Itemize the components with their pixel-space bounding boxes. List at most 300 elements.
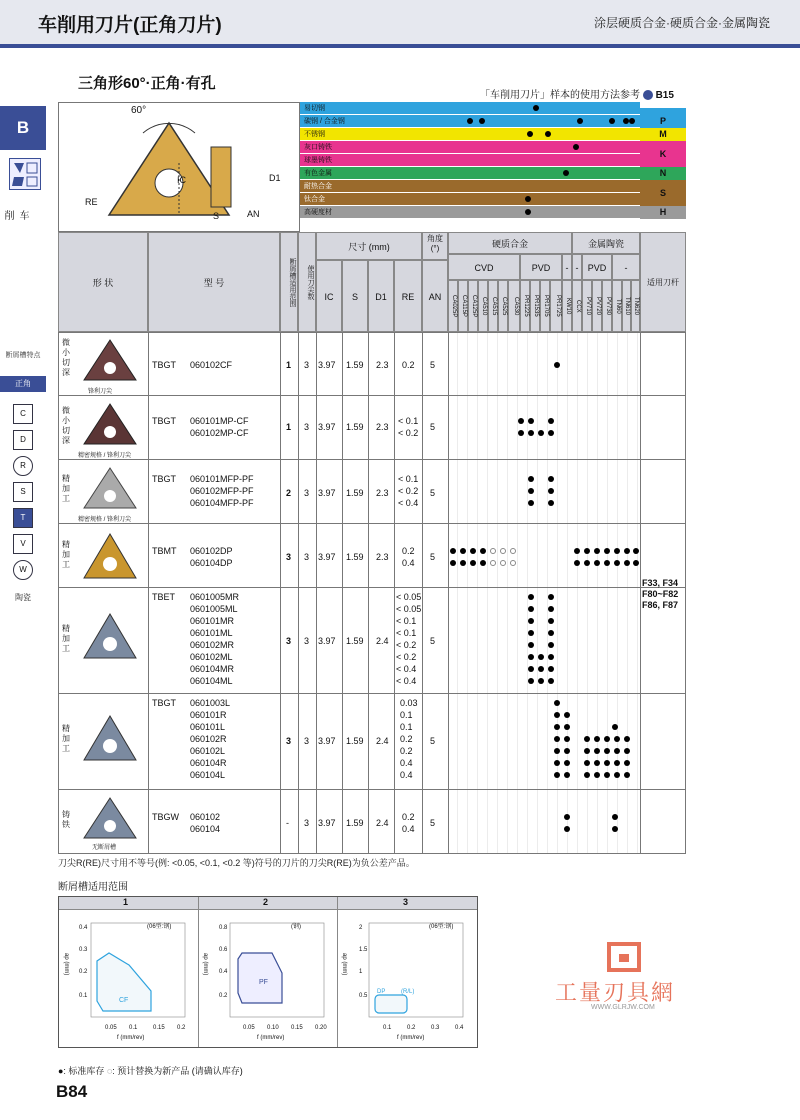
stock-dot [633, 548, 639, 554]
panel-num: 1 [123, 897, 129, 907]
range: 3 [286, 636, 292, 646]
range: 3 [286, 552, 292, 562]
stock-dot [614, 772, 620, 778]
stock-dot [574, 548, 580, 554]
model[interactable]: 060104 [190, 824, 221, 834]
header-d1: D1 [368, 260, 394, 332]
insert-image [80, 464, 140, 512]
xtick: 0.4 [455, 1025, 464, 1031]
menu-positive[interactable]: 正角 [0, 376, 46, 392]
ytick: 0.2 [219, 993, 228, 999]
menu-v[interactable]: V [13, 534, 33, 554]
stock-dot [538, 654, 544, 660]
material-code-m: M [640, 128, 686, 141]
model[interactable]: 0601005ML [190, 604, 238, 614]
model[interactable]: 060104ML [190, 676, 233, 686]
s: 1.59 [346, 360, 364, 370]
reference-text: 「车削用刀片」样本的使用方法参考 B15 [480, 90, 674, 101]
header-carbide: 硬质合金 [448, 232, 572, 254]
re: < 0.2 [396, 652, 417, 662]
xlabel: f (mm/rev) [397, 1035, 425, 1041]
section-title: 三角形60°·正角·有孔 [78, 75, 216, 92]
stock-dot [564, 826, 570, 832]
ic: 3.97 [318, 360, 336, 370]
table-row [58, 588, 686, 694]
header-s: S [342, 260, 368, 332]
stock-dot [612, 814, 618, 820]
series: TBMT [152, 546, 177, 556]
model[interactable]: 060101L [190, 722, 226, 732]
grade-header: CA525 [498, 280, 508, 332]
material-code-h: H [640, 206, 686, 219]
stock-dot [612, 724, 618, 730]
header-dash-carbide: - [562, 254, 572, 280]
model[interactable]: 060101MFP-PF [190, 474, 254, 484]
re: < 0.05 [396, 592, 422, 602]
range-divider [337, 897, 338, 1047]
xtick: 0.15 [153, 1025, 165, 1031]
stock-dot [554, 760, 560, 766]
stock-dot [564, 724, 570, 730]
page-title: 车削用刀片(正角刀片) [38, 15, 222, 36]
xtick: 0.05 [105, 1025, 117, 1031]
re-label: RE [85, 197, 98, 207]
edges: 3 [304, 360, 310, 370]
panel-num: 3 [403, 897, 409, 907]
xtick: 0.1 [129, 1025, 138, 1031]
stock-dot [564, 712, 570, 718]
stock-dot [528, 666, 534, 672]
stock-dot [584, 772, 590, 778]
an: 5 [430, 422, 436, 432]
watermark-icon [605, 940, 645, 974]
an: 5 [430, 636, 436, 646]
stock-dot [624, 548, 630, 554]
model[interactable]: 060102CF [190, 360, 233, 370]
d1-label: D1 [269, 173, 281, 183]
shape-note: 无断屑槽 [92, 845, 117, 851]
re: 0.1 [400, 710, 413, 720]
model[interactable]: 060102ML [190, 652, 233, 662]
re: 0.4 [402, 558, 415, 568]
watermark-logo [555, 940, 715, 1030]
xtick: 0.2 [407, 1025, 416, 1031]
model[interactable]: 060101MR [190, 616, 235, 626]
stock-dot [548, 430, 554, 436]
header-cvd-carbide: CVD [448, 254, 520, 280]
stock-dot [584, 760, 590, 766]
stock-dot [564, 736, 570, 742]
series: TBGT [152, 416, 176, 426]
an: 5 [430, 552, 436, 562]
stock-dot [528, 488, 534, 494]
material-code-k: K [640, 141, 686, 167]
model[interactable]: 060101R [190, 710, 227, 720]
re: < 0.05 [396, 604, 422, 614]
stock-dot [528, 642, 534, 648]
stock-dot [614, 548, 620, 554]
stock-dot [548, 606, 554, 612]
grade-header: PV710 [582, 280, 592, 332]
footnote: 刀尖R(RE)尺寸用不等号(例: <0.05, <0.1, <0.2 等)符号的刀片的刀尖R(RE)为负公差产品。 [58, 858, 415, 868]
table-row [58, 332, 686, 396]
model[interactable]: 060104R [190, 758, 227, 768]
re: 0.2 [402, 360, 415, 370]
stock-dot [548, 630, 554, 636]
model[interactable]: 060101MP-CF [190, 416, 249, 426]
range: 1 [286, 360, 292, 370]
ic: 3.97 [318, 736, 336, 746]
grade-header: CA025P [448, 280, 458, 332]
model[interactable]: 060102MP-CF [190, 428, 249, 438]
model[interactable]: 060104DP [190, 558, 233, 568]
re: < 0.2 [398, 428, 419, 438]
arrow-icon [643, 90, 653, 100]
stock-dot [528, 654, 534, 660]
chip-range-box [58, 896, 478, 1048]
panel-note: (06型:钢) [429, 924, 454, 930]
xtick: 0.20 [315, 1025, 327, 1031]
xtick: 0.1 [383, 1025, 392, 1031]
header-holder: 适用刀杆 [640, 232, 686, 332]
stock-dot [554, 724, 560, 730]
chip-range-title: 断屑槽适用范围 [58, 882, 128, 893]
menu-s[interactable]: S [13, 482, 33, 502]
re: < 0.2 [398, 486, 419, 496]
insert-image [80, 712, 140, 764]
an: 5 [430, 488, 436, 498]
edges: 3 [304, 488, 310, 498]
series: TBGT [152, 698, 176, 708]
model[interactable]: 060102MFP-PF [190, 486, 254, 496]
ytick: 0.3 [79, 947, 88, 953]
re: 0.4 [400, 758, 413, 768]
stock-dot [612, 826, 618, 832]
material-code-n: N [640, 167, 686, 180]
stock-dot [604, 748, 610, 754]
ytick: 1.5 [359, 947, 368, 953]
xtick: 0.2 [177, 1025, 186, 1031]
row-tag: 微小切深 [62, 338, 70, 377]
header-shape: 形 状 [58, 232, 148, 332]
insert-diagram [58, 102, 300, 232]
stock-dot [460, 560, 466, 566]
model[interactable]: 060101ML [190, 628, 233, 638]
insert-image [80, 336, 140, 384]
ic: 3.97 [318, 488, 336, 498]
stock-dot [614, 560, 620, 566]
series: TBGT [152, 474, 176, 484]
grade-header: CA510 [478, 280, 488, 332]
page-number: B84 [56, 1082, 88, 1101]
model[interactable]: 0601003L [190, 698, 231, 708]
stock-dot [450, 560, 456, 566]
xtick: 0.15 [291, 1025, 303, 1031]
stock-dot [528, 430, 534, 436]
region-label-2: (R/L) [401, 989, 415, 995]
grade-header: TN620 [631, 280, 640, 332]
ytick: 2 [359, 925, 363, 931]
range: - [286, 818, 289, 828]
material-row: 碳钢 / 合金钢 [300, 115, 640, 128]
stock-dot [518, 430, 524, 436]
xtick: 0.05 [243, 1025, 255, 1031]
material-row: 不锈钢 [300, 128, 640, 141]
stock-dot [584, 560, 590, 566]
stock-dot [624, 772, 630, 778]
stock-dot [633, 560, 639, 566]
ic: 3.97 [318, 422, 336, 432]
ic: 3.97 [318, 552, 336, 562]
model[interactable]: 060102 [190, 812, 221, 822]
row-tag: 精加工 [62, 540, 70, 569]
stock-dot [480, 548, 486, 554]
stock-dot [548, 594, 554, 600]
ytick: 1 [359, 969, 363, 975]
material-code-p: P [640, 108, 686, 134]
model[interactable]: 060104MFP-PF [190, 498, 254, 508]
stock-dot [574, 560, 580, 566]
watermark-name: 工量刃具網 [555, 980, 676, 1005]
re: 0.4 [402, 824, 415, 834]
replace-dot [510, 560, 516, 566]
re: 0.2 [402, 546, 415, 556]
stock-dot [470, 548, 476, 554]
page-subtitle: 涂层硬质合金·硬质合金·金属陶瓷 [594, 16, 770, 30]
material-row: 有色金属 [300, 167, 640, 180]
ic: 3.97 [318, 636, 336, 646]
stock-dot [460, 548, 466, 554]
sidebar-tab-b[interactable]: B [0, 106, 46, 150]
holder-item[interactable]: F33, F34 [642, 578, 679, 588]
insert-drawing [59, 103, 299, 231]
grade-header: CA515 [488, 280, 498, 332]
grade-header: PR1225 [520, 280, 530, 332]
ylabel: ap (mm) [341, 953, 347, 976]
s: 1.59 [346, 818, 364, 828]
stock-dot [604, 548, 610, 554]
stock-dot [594, 748, 600, 754]
region-label: DP [377, 989, 386, 995]
menu-d[interactable]: D [13, 430, 33, 450]
stock-dot [624, 760, 630, 766]
model[interactable]: 060102R [190, 734, 227, 744]
grade-header: CA530 [508, 280, 520, 332]
reference-page: B15 [655, 90, 674, 101]
stock-dot [538, 430, 544, 436]
table-row [58, 460, 686, 524]
insert-shape-icon [9, 158, 41, 190]
ylabel: ap (mm) [63, 953, 69, 976]
table-row [58, 790, 686, 854]
stock-dot [584, 748, 590, 754]
an-label: AN [247, 209, 260, 219]
ytick: 0.1 [79, 993, 88, 999]
legend: ●: 标准库存 ◌: 预计替换为新产品 (请确认库存) [58, 1066, 243, 1076]
stock-dot [548, 418, 554, 424]
xtick: 0.10 [267, 1025, 279, 1031]
menu-t[interactable]: T [13, 508, 33, 528]
re: < 0.1 [398, 474, 419, 484]
stock-dot [604, 772, 610, 778]
angle-label: 60° [131, 105, 147, 116]
stock-dot [554, 700, 560, 706]
stock-dot [548, 666, 554, 672]
stock-dot [564, 760, 570, 766]
material-row: 钛合金 [300, 193, 640, 206]
menu-ceramic[interactable]: 陶瓷 [15, 593, 31, 602]
stock-dot [554, 736, 560, 742]
stock-dot [548, 642, 554, 648]
stock-dot [528, 678, 534, 684]
re: 0.2 [402, 812, 415, 822]
xlabel: f (mm/rev) [257, 1035, 285, 1041]
menu-chipbreaker[interactable]: 断屑槽特点 [5, 352, 41, 359]
stock-dot [624, 736, 630, 742]
header-angle: 角度(°) [422, 232, 448, 260]
insert-image [80, 400, 140, 448]
model[interactable]: 060102MR [190, 640, 235, 650]
watermark-url: WWW.GLRJW.COM [591, 1004, 655, 1011]
re: < 0.4 [396, 676, 417, 686]
grade-header: KW10 [562, 280, 572, 332]
re: < 0.1 [396, 616, 417, 626]
d1: 2.3 [376, 360, 389, 370]
material-code-s: S [640, 180, 686, 206]
header-pvd-carbide: PVD [520, 254, 562, 280]
d1: 2.4 [376, 818, 389, 828]
model[interactable]: 060104L [190, 770, 226, 780]
d1: 2.4 [376, 736, 389, 746]
stock-dot [548, 488, 554, 494]
stock-dot [594, 548, 600, 554]
model[interactable]: 060102DP [190, 546, 233, 556]
replace-dot [510, 548, 516, 554]
top-bar [0, 0, 800, 48]
stock-dot [528, 500, 534, 506]
series: TBGW [152, 812, 179, 822]
grade-header: PV720 [592, 280, 602, 332]
stock-dot [584, 548, 590, 554]
grade-header: PR1725 [550, 280, 562, 332]
range-divider [198, 897, 199, 1047]
series: TBGT [152, 360, 176, 370]
grade-header: PV730 [602, 280, 612, 332]
header-re: RE [394, 260, 422, 332]
stock-dot [604, 736, 610, 742]
region-label: CF [119, 997, 129, 1004]
stock-dot [554, 748, 560, 754]
re: < 0.1 [398, 416, 419, 426]
table-row [58, 524, 686, 588]
menu-w[interactable]: W [13, 560, 33, 580]
range: 3 [286, 736, 292, 746]
stock-dot [624, 560, 630, 566]
grade-header: PR1705 [540, 280, 550, 332]
stock-dot [548, 500, 554, 506]
s: 1.59 [346, 488, 364, 498]
stock-dot [584, 736, 590, 742]
s-label: S [213, 211, 220, 221]
stock-dot [554, 772, 560, 778]
xlabel: f (mm/rev) [117, 1035, 145, 1041]
ic-label: IC [177, 175, 186, 185]
replace-dot [490, 560, 496, 566]
header-dash-cermet-2: - [612, 254, 640, 280]
stock-dot [564, 772, 570, 778]
holder-item[interactable]: F86, F87 [642, 600, 679, 610]
stock-dot [538, 678, 544, 684]
row-tag: 精加工 [62, 724, 70, 753]
insert-image [80, 530, 140, 582]
stock-dot [604, 760, 610, 766]
model[interactable]: 060102L [190, 746, 226, 756]
stock-dot [614, 736, 620, 742]
stock-dot [604, 560, 610, 566]
stock-dot [528, 418, 534, 424]
material-row: 耐热合金 [300, 180, 640, 193]
stock-dot [594, 772, 600, 778]
header-chip-range: 断屑槽适用范围 [280, 232, 298, 332]
holder-item[interactable]: F80~F82 [642, 589, 679, 599]
model[interactable]: 060104MR [190, 664, 235, 674]
stock-dot [470, 560, 476, 566]
range: 1 [286, 422, 292, 432]
menu-c[interactable]: C [13, 404, 33, 424]
replace-dot [490, 548, 496, 554]
stock-dot [480, 560, 486, 566]
header-model: 型 号 [148, 232, 280, 332]
row-tag: 精加工 [62, 624, 70, 653]
range: 2 [286, 488, 292, 498]
an: 5 [430, 736, 436, 746]
stock-dot [528, 594, 534, 600]
edges: 3 [304, 818, 310, 828]
stock-dot [528, 476, 534, 482]
header-edges: 使用刀尖数 [298, 232, 316, 332]
holder-list [642, 578, 678, 611]
material-row: 易切钢 [300, 102, 640, 115]
d1: 2.3 [376, 422, 389, 432]
stock-dot [450, 548, 456, 554]
stock-dot [614, 748, 620, 754]
row-tag: 精加工 [62, 474, 70, 503]
re: 0.03 [400, 698, 418, 708]
material-row: 球墨铸铁 [300, 154, 640, 167]
menu-r[interactable]: R [13, 456, 33, 476]
ytick: 0.4 [219, 969, 228, 975]
stock-dot [548, 678, 554, 684]
stock-dot [538, 666, 544, 672]
header-cermet: 金属陶瓷 [572, 232, 640, 254]
ylabel: ap (mm) [202, 953, 208, 976]
table-row [58, 396, 686, 460]
stock-dot [554, 362, 560, 368]
stock-dot [614, 760, 620, 766]
model[interactable]: 0601005MR [190, 592, 240, 602]
ytick: 0.8 [219, 925, 228, 931]
stock-dot [594, 560, 600, 566]
re: < 0.4 [396, 664, 417, 674]
edges: 3 [304, 552, 310, 562]
ytick: 0.2 [79, 969, 88, 975]
stock-dot [528, 606, 534, 612]
edges: 3 [304, 736, 310, 746]
region-label: PF [259, 979, 268, 986]
re: < 0.1 [396, 628, 417, 638]
re: 0.2 [400, 746, 413, 756]
row-tag: 铸铁 [62, 810, 70, 829]
